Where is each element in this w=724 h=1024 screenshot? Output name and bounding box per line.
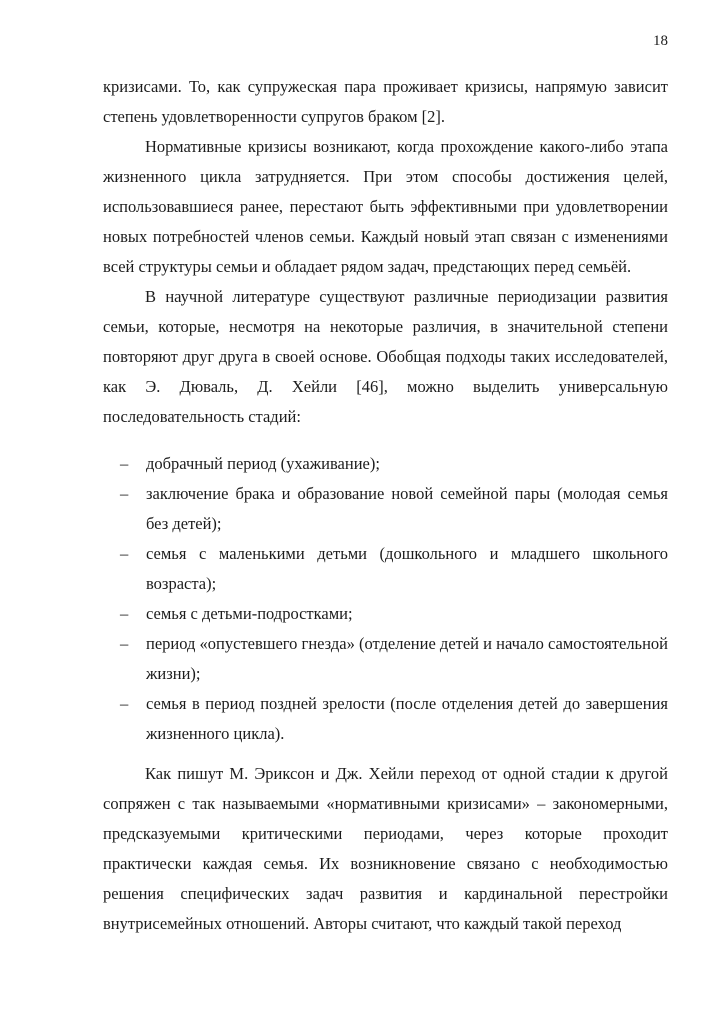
list-dash-marker: – xyxy=(120,484,129,503)
list-dash-marker: – xyxy=(120,694,129,713)
intro-paragraphs xyxy=(103,72,668,432)
stage-list-item-text: семья с маленькими детьми (дошкольного и младшего школьного возраста); xyxy=(146,544,668,593)
stage-list-item xyxy=(103,689,668,749)
stage-list-item-text: добрачный период (ухаживание); xyxy=(146,454,380,473)
paragraph: В научной литературе существуют различные периодизации развития семьи, которые, несмотря на некоторые различия, в значительной степени повторяют друг друга в своей основе. Обобщая подходы таких исследователей, как Э. Дюваль, Д. Хейли [46], можно выделить универсальную последовательность стадий: xyxy=(103,287,668,426)
stage-list-item xyxy=(103,539,668,599)
paragraph: Как пишут М. Эриксон и Дж. Хейли переход от одной стадии к другой сопряжен с так называемыми «нормативными кризисами» – закономерными, предсказуемыми критическими периодами, через которые проходит практически каждая семья. Их возникновение связано с необходимостью решения специфических задач развития и кардинальной перестройки внутрисемейных отношений. Авторы считают, что каждый такой переход xyxy=(103,764,668,933)
list-dash-marker: – xyxy=(120,544,129,563)
stage-list-item-text: семья в период поздней зрелости (после отделения детей до завершения жизненного цикла). xyxy=(146,694,668,743)
paragraph: кризисами. То, как супружеская пара проживает кризисы, напрямую зависит степень удовлетворенности супругов браком [2]. xyxy=(103,77,668,126)
page-number: 18 xyxy=(653,33,668,49)
list-dash-marker: – xyxy=(120,454,129,473)
stages-list xyxy=(103,449,668,749)
stage-list-item-text: заключение брака и образование новой семейной пары (молодая семья без детей); xyxy=(146,484,668,533)
stage-list-item-text: семья с детьми-подростками; xyxy=(146,604,353,623)
stage-list-item xyxy=(103,629,668,689)
stage-list-item-text: период «опустевшего гнезда» (отделение детей и начало самостоятельной жизни); xyxy=(146,634,668,683)
list-dash-marker: – xyxy=(120,604,129,623)
stage-list-item xyxy=(103,449,668,479)
stage-list-item xyxy=(103,599,668,629)
closing-paragraphs xyxy=(103,759,668,939)
stage-list-item xyxy=(103,479,668,539)
paragraph: Нормативные кризисы возникают, когда прохождение какого-либо этапа жизненного цикла затрудняется. При этом способы достижения целей, использовавшиеся ранее, перестают быть эффективными при удовлетворении новых потребностей членов семьи. Каждый новый этап связан с изменениями всей структуры семьи и обладает рядом задач, предстающих перед семьёй. xyxy=(103,137,668,276)
list-dash-marker: – xyxy=(120,634,129,653)
page-body xyxy=(103,72,668,939)
